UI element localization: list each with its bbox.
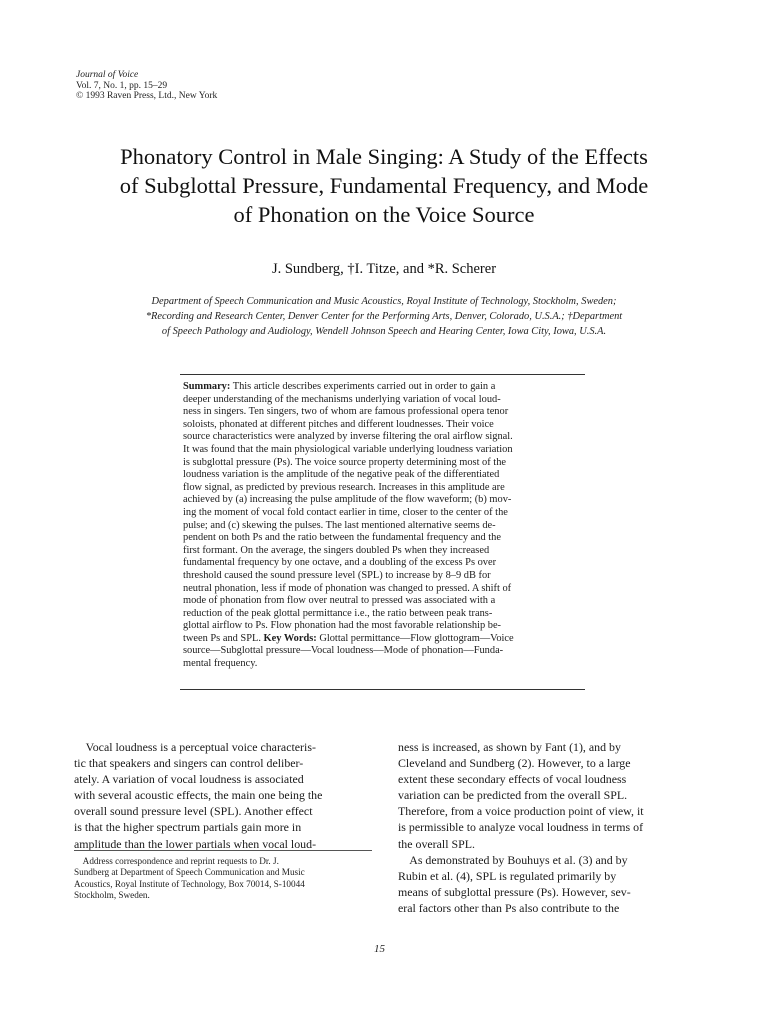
abstract-line: is subglottal pressure (Ps). The voice source property determining most of the [183, 456, 507, 468]
journal-copyright: © 1993 Raven Press, Ltd., New York [76, 91, 218, 101]
abstract-line: threshold caused the sound pressure level (SPL) to increase by 8–9 dB for [183, 569, 491, 581]
article-title [40, 142, 728, 229]
keywords-label: Key Words: [263, 632, 317, 644]
abstract [183, 381, 585, 671]
abstract-line: first formant. On the average, the singers doubled Ps when they increased [183, 544, 490, 556]
body-line: amplitude than the lower partials when vocal loud- [74, 836, 317, 851]
journal-header [76, 70, 217, 102]
abstract-bottom-rule [180, 689, 585, 690]
journal-volume: Vol. 7, No. 1, pp. 15–29 [76, 80, 168, 91]
author-list: J. Sundberg, †I. Titze, and *R. Scherer [271, 261, 497, 277]
abstract-line: ness in singers. Ten singers, two of whom are famous professional opera tenor [183, 406, 509, 418]
footnote-line: Stockholm, Sweden. [74, 890, 150, 901]
abstract-line: mental frequency. [183, 658, 258, 670]
body-line: overall sound pressure level (SPL). Another effect [74, 804, 313, 819]
body-line: with several acoustic effects, the main one being the [74, 788, 323, 803]
body-line: eral factors other than Ps also contribute to the [398, 900, 620, 915]
page-number: 15 [374, 943, 385, 955]
footnote-line: Address correspondence and reprint requests to Dr. J. [74, 856, 279, 866]
abstract-line: source characteristics were analyzed by inverse filtering the oral airflow signal. [183, 431, 513, 443]
journal-name: Journal of Voice [76, 70, 139, 80]
abstract-line: achieved by (a) increasing the pulse amplitude of the flow waveform; (b) mov- [183, 494, 512, 506]
footnote-rule [74, 850, 372, 851]
footnote-line: Sundberg at Department of Speech Communication and Music [74, 867, 305, 878]
abstract-line: fundamental frequency by one octave, and a doubling of the excess Ps over [183, 557, 497, 569]
body-line: Therefore, from a voice production point of view, it [398, 804, 644, 819]
abstract-text: This article describes experiments carried out in order to gain a [230, 381, 496, 392]
affiliations [64, 294, 704, 339]
body-line: extent these secondary effects of vocal loudness [398, 772, 627, 787]
abstract-line: pulse; and (c) skewing the pulses. The last mentioned alternative seems de- [183, 519, 496, 531]
body-line: is permissible to analyze vocal loudness in terms of [398, 820, 644, 835]
body-line: variation can be predicted from the overall SPL. [398, 788, 628, 803]
abstract-line: loudness variation is the amplitude of the negative peak of the differentiated [183, 469, 500, 481]
body-line: means of subglottal pressure (Ps). However, sev- [398, 884, 631, 899]
abstract-line [183, 381, 585, 394]
body-column-left [74, 739, 374, 852]
abstract-line: source—Subglottal pressure—Vocal loudness—Mode of phonation—Funda- [183, 645, 504, 657]
abstract-line: deeper understanding of the mechanisms underlying variation of vocal loud- [183, 393, 501, 405]
body-line: is that the higher spectrum partials gain more in [74, 820, 302, 835]
body-line: tic that speakers and singers can control deliber- [74, 756, 304, 771]
abstract-line: flow signal, as predicted by previous research. Increases in this amplitude are [183, 481, 505, 493]
affiliation-line: Department of Speech Communication and Music Acoustics, Royal Institute of Technology, Stockholm, Sweden; [151, 296, 617, 307]
affiliation-line: of Speech Pathology and Audiology, Wendell Johnson Speech and Hearing Center, Iowa City, Iowa, U.S.A. [161, 326, 607, 337]
abstract-text: tween Ps and SPL. [183, 632, 264, 644]
keywords-text: Glottal permittance—Flow glottogram—Voice [316, 632, 514, 644]
abstract-line: ing the moment of vocal fold contact earlier in time, closer to the center of the [183, 506, 508, 518]
correspondence-footnote [74, 856, 374, 902]
body-line: Cleveland and Sundberg (2). However, to a large [398, 756, 631, 771]
abstract-line: It was found that the main physiological variable underlying loudness variation [183, 443, 513, 455]
abstract-line: reduction of the peak glottal permittance i.e., the ratio between peak trans- [183, 607, 493, 619]
abstract-line: neutral phonation, less if mode of phonation was changed to pressed. A shift of [183, 582, 512, 594]
title-line: of Phonation on the Voice Source [233, 202, 535, 227]
abstract-line: mode of phonation from flow over neutral to pressed was associated with a [183, 595, 496, 607]
abstract-line: glottal airflow to Ps. Flow phonation had the most favorable relationship be- [183, 620, 502, 632]
footnote-line: Acoustics, Royal Institute of Technology, Box 70014, S-10044 [74, 878, 305, 889]
affiliation-line: *Recording and Research Center, Denver Center for the Performing Arts, Denver, Colorado, U.S.A.; †Department [145, 311, 623, 322]
body-line: ately. A variation of vocal loudness is associated [74, 772, 304, 787]
abstract-line [183, 633, 585, 646]
title-line: of Subglottal Pressure, Fundamental Frequency, and Mode [119, 173, 649, 198]
abstract-label: Summary: [183, 381, 231, 392]
body-column-right [398, 739, 698, 916]
body-line: Rubin et al. (4), SPL is regulated primarily by [398, 868, 617, 883]
body-line: the overall SPL. [398, 836, 475, 851]
body-line: ness is increased, as shown by Fant (1), and by [398, 740, 621, 754]
body-line: As demonstrated by Bouhuys et al. (3) and by [398, 852, 628, 867]
title-line: Phonatory Control in Male Singing: A Study of the Effects [120, 144, 648, 169]
abstract-top-rule [180, 374, 585, 375]
body-line: Vocal loudness is a perceptual voice characteris- [74, 740, 316, 754]
abstract-line: soloists, phonated at different pitches and different loudnesses. Their voice [183, 418, 494, 430]
abstract-line: pendent on both Ps and the ratio between the fundamental frequency and the [183, 532, 501, 544]
